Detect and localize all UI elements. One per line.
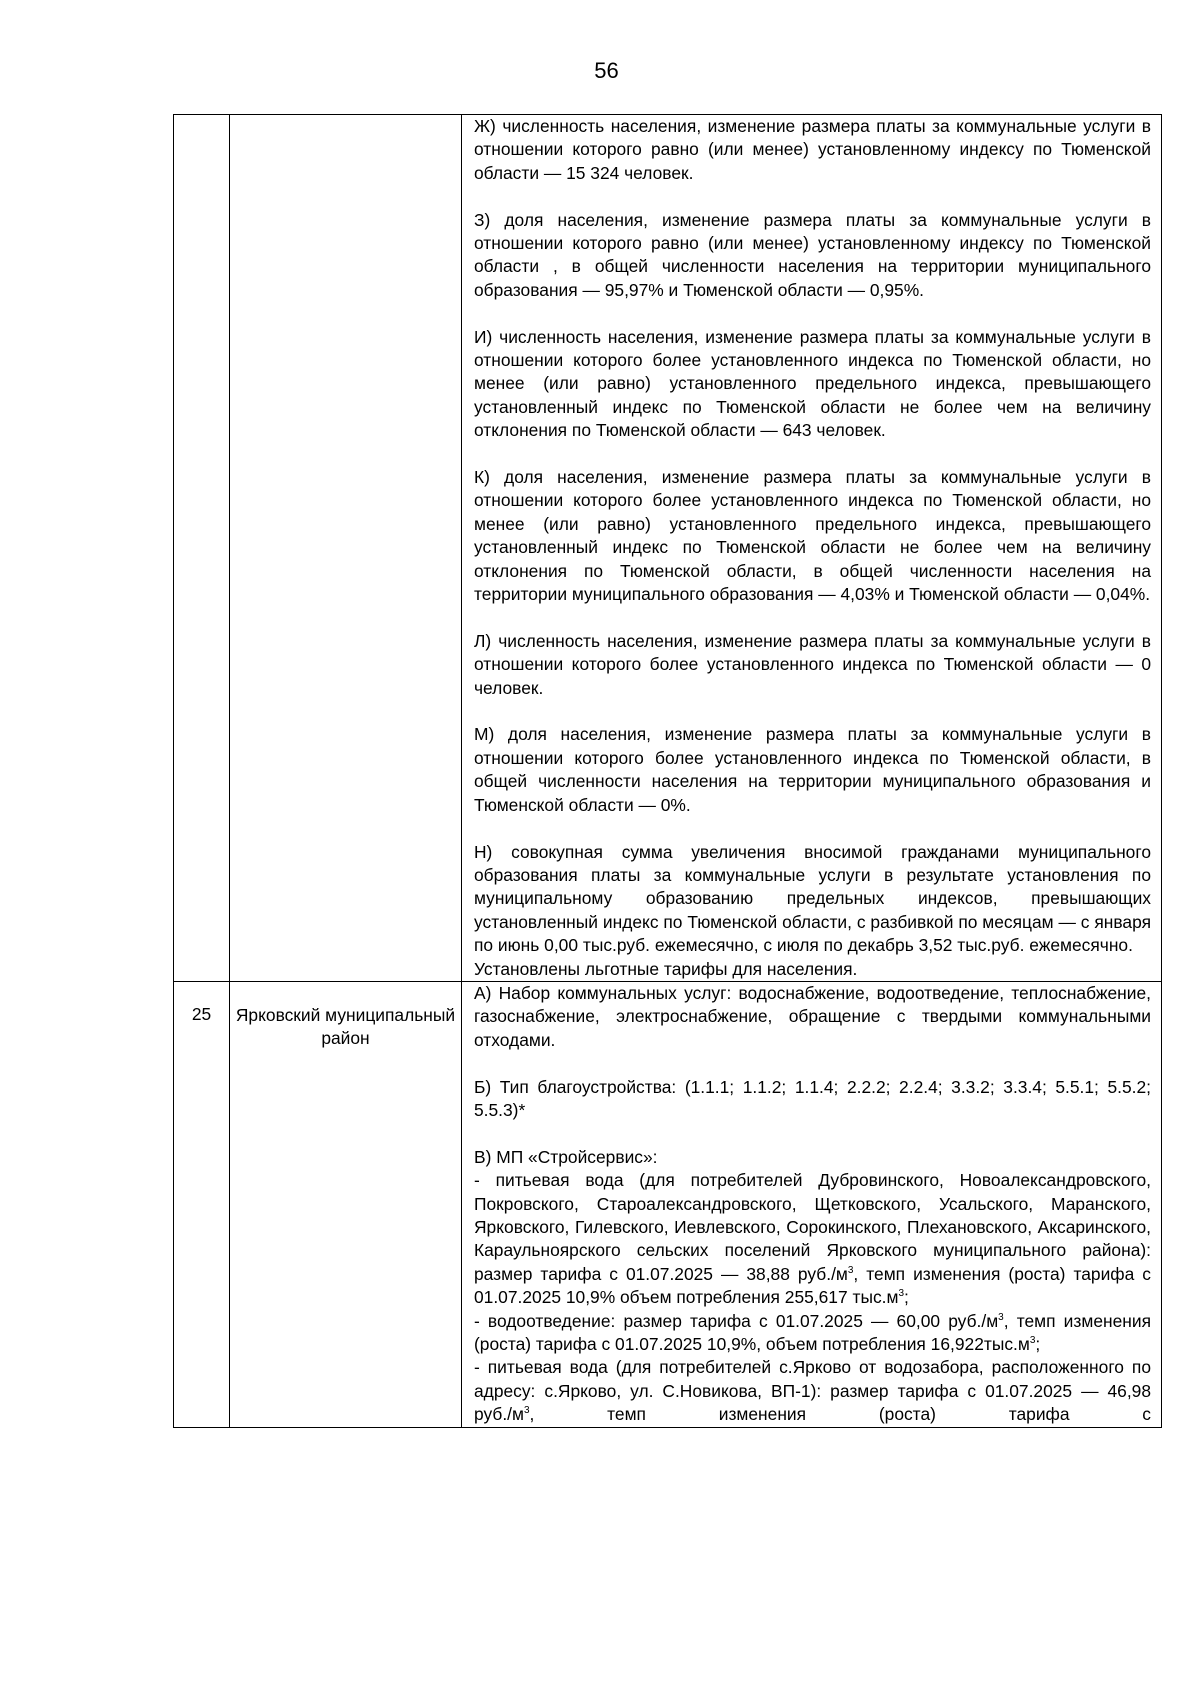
- paragraph-m: М) доля населения, изменение размера платы за коммунальные услуги в отношении которого более установленного индекса по Тюменской области, в общей численности населения на территории муниципального образования и Тюменской области — 0%.: [474, 724, 1151, 815]
- page-number: 56: [594, 58, 619, 83]
- content-cell: [462, 981, 1162, 1427]
- paragraph-zh: Ж) численность населения, изменение размера платы за коммунальные услуги в отношении которого равно (или менее) установленному индексу по Тюменской области — 15 324 человек.: [474, 116, 1151, 183]
- tariff-item-text: , темп изменения (роста) тарифа с 01.07.2025 10,9% объем потребления 255,617 тыс.м: [474, 1263, 1151, 1308]
- municipality-cell: [230, 115, 462, 982]
- municipality-name: Ярковский муниципальный район: [230, 981, 462, 1427]
- tariff-item-text: - питьевая вода (для потребителей Дубровинского, Новоалександровского, Покровского, Староалександровского, Щетковского, Усальского, Маранского, Ярковского, Гилевского, Иевлевского, Сорокинского, Плехановского, Аксаринского, Караульноярского сельских поселений Ярковского муниципального района): размер тарифа с 01.07.2025 — 38,88 руб./м: [474, 1170, 1151, 1284]
- tariff-item-text: ;: [1035, 1334, 1041, 1354]
- row-number-cell: [174, 115, 230, 982]
- superscript: 3: [523, 1405, 530, 1417]
- tariff-item-drinking-water-yarkovo: [474, 1356, 1151, 1426]
- tariff-item-text: - питьевая вода (для потребителей с.Ярково от водозабора, расположенного по адресу: с.Ярково, ул. С.Новикова, ВП-1): размер тарифа с 01.07.2025 — 46,98 руб./м: [474, 1357, 1151, 1425]
- paragraph-b: Б) Тип благоустройства: (1.1.1; 1.1.2; 1.1.4; 2.2.2; 2.2.4; 3.3.2; 3.3.4; 5.5.1; 5.5.2; 5.5.3)*: [474, 1076, 1151, 1120]
- row-number: 25: [174, 981, 230, 1427]
- tariff-item-drinking-water: [474, 1169, 1151, 1309]
- paragraph-l: Л) численность населения, изменение размера платы за коммунальные услуги в отношении которого более установленного индекса по Тюменской области — 0 человек.: [474, 630, 1151, 698]
- tariff-item-text: , темп изменения (роста) тарифа с: [529, 1404, 1151, 1425]
- superscript: 3: [998, 1311, 1004, 1323]
- paragraph-v-heading: В) МП «Стройсервис»:: [474, 1146, 658, 1167]
- superscript: 3: [847, 1264, 854, 1276]
- table-row: [174, 981, 1162, 1427]
- paragraph-k: К) доля населения, изменение размера платы за коммунальные услуги в отношении которого более установленного индекса по Тюменской области, но менее (или равно) установленного предельного индекса, превышающего установленный индекс по Тюменской области не более чем на величину отклонения по Тюменской области, в общей численности населения на территории муниципального образования — 4,03% и Тюменской области — 0,04%.: [474, 467, 1151, 605]
- paragraph-z: З) доля населения, изменение размера платы за коммунальные услуги в отношении которого равно (или менее) установленному индексу по Тюменской области , в общей численности населения на территории муниципального образования — 95,97% и Тюменской области — 0,95%.: [474, 209, 1151, 300]
- tariff-item-text: , темп изменения (роста) тарифа с 01.07.2025 10,9%, объем потребления 16,922тыс.м: [474, 1310, 1151, 1354]
- paragraph-i: И) численность населения, изменение размера платы за коммунальные услуги в отношении которого более установленного индекса по Тюменской области, но менее (или равно) установленного предельного индекса, превышающего установленный индекс по Тюменской области не более чем на величину отклонения по Тюменской области — 643 человек.: [474, 326, 1151, 441]
- tariff-item-wastewater: [474, 1310, 1151, 1357]
- tariff-item-text: - водоотведение: размер тарифа с 01.07.2025 — 60,00 руб./м: [474, 1310, 999, 1331]
- paragraph-n: Н) совокупная сумма увеличения вносимой гражданами муниципального образования платы за коммунальные услуги в результате установления по муниципальному образованию предельных индексов, превышающих установленный индекс по Тюменской области, с разбивкой по месяцам — с января по июнь 0,00 тыс.руб. ежемесячно, с июля по декабрь 3,52 тыс.руб. ежемесячно.: [474, 841, 1151, 956]
- closing-line: Установлены льготные тарифы для населения.: [474, 958, 858, 979]
- superscript: 3: [1029, 1335, 1036, 1346]
- tariff-table: [173, 114, 1162, 1428]
- content-cell: [462, 115, 1162, 982]
- superscript: 3: [898, 1288, 904, 1300]
- table-row: [174, 115, 1162, 982]
- tariff-item-text: ;: [904, 1287, 909, 1308]
- paragraph-a: А) Набор коммунальных услуг: водоснабжение, водоотведение, теплоснабжение, газоснабжение, электроснабжение, обращение с твердыми коммунальными отходами.: [474, 982, 1151, 1050]
